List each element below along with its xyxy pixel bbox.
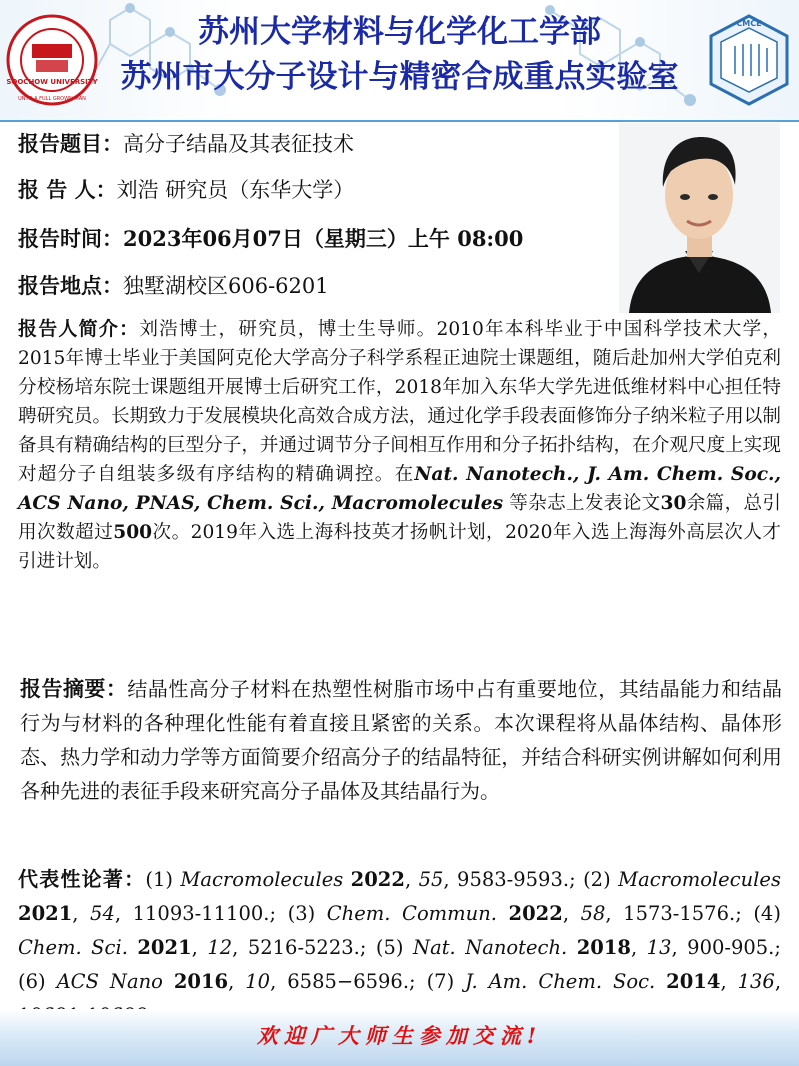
logo-left-text: SOOCHOW UNIVERSITY	[6, 78, 98, 86]
reference-journal: Macromolecules	[180, 868, 344, 891]
report-abstract	[20, 672, 782, 808]
reference-year: 2021	[137, 936, 192, 959]
time-value: 2023年06月07日（星期三）上午 08:00	[123, 226, 524, 251]
reference-pages: 9583-9593.	[457, 868, 570, 891]
reference-number: (1)	[145, 868, 181, 891]
reference-number: (6)	[18, 970, 57, 993]
reference-volume: 54	[90, 902, 115, 925]
reference-volume: 12	[207, 936, 233, 959]
reference-number: (7)	[426, 970, 466, 993]
logo-left-motto: UNTO A FULL GROWN MAN	[18, 96, 86, 102]
bio-text-3: 余篇，总引用次数超过	[18, 493, 781, 543]
reference-pages: 5216-5223.	[247, 936, 360, 959]
title-line-1: 苏州大学材料与化学化工学部	[198, 14, 601, 50]
bio-papers-count: 30	[660, 493, 687, 514]
welcome-slogan: 欢迎广大师生参加交流!	[256, 1023, 543, 1048]
location-value: 独墅湖校区606-6201	[123, 274, 329, 298]
reference-number: (2)	[583, 868, 619, 891]
reference-journal: ACS Nano	[56, 970, 163, 993]
reference-item: (3) Chem. Commun. 2022, 58, 1573-1576.;	[287, 902, 754, 925]
reference-item: (7) J. Am. Chem. Soc. 2014, 136,	[18, 970, 781, 1027]
reference-year: 2021	[18, 902, 73, 925]
reference-journal: J. Am. Chem. Soc.	[465, 970, 656, 993]
reference-number: (3)	[287, 902, 327, 925]
reference-item: (6) ACS Nano 2016, 10, 6585−6596.;	[18, 970, 427, 993]
reference-item: (5) Nat. Nanotech. 2018, 13, 900-905.;	[375, 936, 781, 959]
header-banner	[0, 0, 799, 122]
abstract-text: 结晶性高分子材料在热塑性树脂市场中占有重要地位，其结晶能力和结晶行为与材料的各种理化性能有着直接且紧密的关系。本次课程将从晶体结构、晶体形态、热力学和动力学等方面简要介绍高分子的结晶特征，并结合科研实例讲解如何利用各种先进的表征手段来研究高分子晶体及其结晶行为。	[20, 677, 783, 803]
references-label: 代表性论著：	[18, 867, 146, 891]
reference-volume: 58	[580, 902, 606, 925]
reference-pages: 1573-1576.	[623, 902, 736, 925]
title-line-2: 苏州市大分子设计与精密合成重点实验室	[120, 59, 679, 95]
reference-number: (4)	[753, 902, 781, 925]
reference-item: (4) Chem. Sci. 2021, 12, 5216-5223.;	[18, 902, 781, 959]
bio-text-4: 次。2019年入选上海科技英才扬帆计划，2020年入选上海海外高层次人才引进计划。	[18, 522, 781, 572]
topic-label: 报告题目：	[18, 132, 123, 156]
abstract-label: 报告摘要：	[20, 677, 128, 701]
speaker-photo	[619, 123, 780, 313]
reference-journal: Nat. Nanotech.	[413, 936, 568, 959]
reference-volume: 13	[646, 936, 672, 959]
footer-banner	[0, 1009, 799, 1066]
reference-year: 2014	[666, 970, 721, 993]
reference-year: 2022	[508, 902, 563, 925]
reference-pages: 11093-11100.	[132, 902, 270, 925]
reference-list	[18, 868, 781, 1027]
reference-volume: 136	[737, 970, 775, 993]
bio-text-2: 等杂志上发表论文	[503, 493, 661, 514]
reference-number: (5)	[375, 936, 413, 959]
bio-label: 报告人简介：	[18, 318, 140, 340]
reference-pages: 900-905.	[687, 936, 775, 959]
reference-year: 2018	[576, 936, 631, 959]
reference-year: 2016	[173, 970, 229, 993]
bio-text: 刘浩博士，研究员，博士生导师。2010年本科毕业于中国科学技术大学，2015年博士毕业于美国阿克伦大学高分子科学系程正迪院士课题组，随后赴加州大学伯克利分校杨培东院士课题组开展博士后研究工作，2018年加入东华大学先进低维材料中心担任特聘研究员。长期致力于发展模块化高效合成方法，通过化学手段表面修饰分子纳米粒子用以制备具有精确结构的巨型分子，并通过调节分子间相互作用和分子拓扑结构，在介观尺度上实现对超分子自组装多级有序结构的精确调控。在	[18, 319, 781, 485]
cmce-logo	[707, 14, 791, 106]
header-titles	[110, 10, 689, 100]
soochow-university-logo	[6, 14, 98, 106]
speaker-portrait-image	[619, 123, 780, 313]
representative-publications	[18, 862, 781, 1033]
time-label: 报告时间：	[18, 227, 123, 251]
reference-year: 2022	[350, 868, 405, 891]
speaker-bio	[18, 315, 781, 576]
reference-journal: Chem. Sci.	[18, 936, 128, 959]
reference-volume: 10	[245, 970, 271, 993]
location-row	[18, 272, 329, 300]
bio-journals: Nat. Nanotech., J. Am. Chem. Soc., ACS Nano, PNAS, Chem. Sci., Macromolecules	[18, 464, 781, 514]
topic-row	[18, 130, 354, 158]
speaker-row	[18, 176, 354, 204]
speaker-value: 刘浩 研究员（东华大学）	[116, 178, 355, 202]
reference-journal: Chem. Commun.	[326, 902, 497, 925]
reference-pages: 6585−6596.	[287, 970, 410, 993]
location-label: 报告地点：	[18, 274, 123, 298]
speaker-label: 报 告 人：	[18, 178, 117, 202]
bio-citations: 500	[113, 522, 153, 543]
topic-value: 高分子结晶及其表征技术	[123, 132, 354, 156]
reference-item: (1) Macromolecules 2022, 55, 9583-9593.;	[145, 868, 584, 891]
reference-volume: 55	[418, 868, 444, 891]
reference-item: (2) Macromolecules 2021, 54, 11093-11100.;	[18, 868, 781, 925]
reference-journal: Macromolecules	[618, 868, 781, 891]
time-row	[18, 225, 523, 253]
logo-right-text: CMCE	[736, 19, 762, 28]
